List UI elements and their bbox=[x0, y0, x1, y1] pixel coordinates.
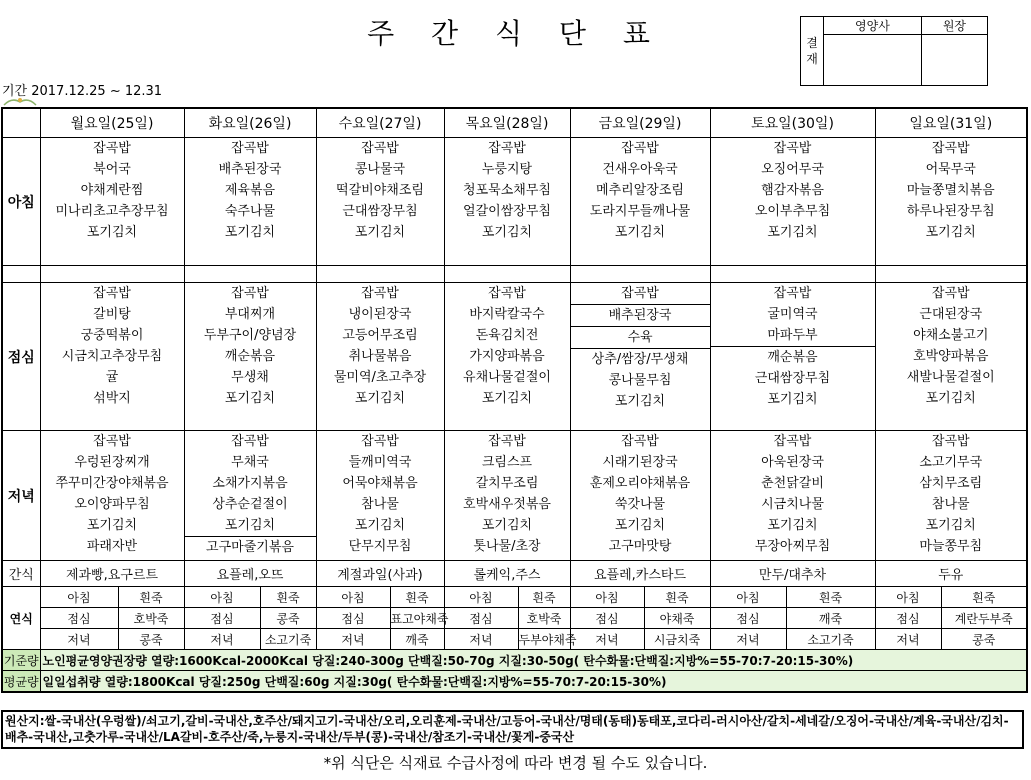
soft-meal: 점심 bbox=[444, 608, 518, 629]
menu-item: 포기김치 bbox=[925, 518, 976, 533]
average-row bbox=[2, 671, 1027, 693]
menu-item: 포기김치 bbox=[614, 518, 666, 533]
menu-item: 무생채 bbox=[231, 370, 269, 385]
soft-row bbox=[2, 629, 1027, 650]
menu-item: 고등어무조림 bbox=[342, 328, 418, 343]
origin-info: 원산지:쌀-국내산(우렁쌀)/쇠고기,갈비-국내산,호주산/돼지고기-국내산/오리,오리훈제-국내산/고등어-국내산/명태(동태)동태포,코다리-러시아산/갈치-세네갈/오징어-국내산/계육-국내산/김치-배추-국내산,고춧가루-국내산/LA갈비-호주산/죽,누룽지-국내산/두부(콩)-국내산/참조기-국내산/꽃게-중국산 bbox=[1, 710, 1024, 749]
snack-item: 만두/대추차 bbox=[710, 561, 875, 587]
menu-item: 콩나물국 bbox=[354, 162, 406, 177]
soft-item: 콩죽 bbox=[941, 629, 1027, 650]
soft-meal: 점심 bbox=[40, 608, 118, 629]
menu-item: 톳나물/초장 bbox=[473, 539, 541, 554]
menu-item: 참나물 bbox=[361, 497, 399, 512]
menu-item: 호박양파볶음 bbox=[913, 349, 989, 364]
menu-item: 냉이된장국 bbox=[348, 307, 412, 322]
menu-item: 잡곡밥 bbox=[93, 434, 131, 449]
soft-item: 야채죽 bbox=[644, 608, 710, 629]
menu-item: 포기김치 bbox=[614, 225, 666, 240]
menu-item: 미나리초고추장무침 bbox=[55, 204, 169, 219]
menu-item: 잡곡밥 bbox=[621, 141, 659, 156]
page-title: 주 간 식 단 표 bbox=[367, 17, 664, 50]
menu-item: 포기김치 bbox=[224, 518, 276, 533]
breakfast-row bbox=[2, 138, 1027, 266]
menu-item: 들깨미역국 bbox=[348, 455, 412, 470]
menu-item: 포기김치 bbox=[481, 518, 533, 533]
soft-item: 호박죽 bbox=[518, 608, 570, 629]
menu-item: 근대된장국 bbox=[919, 307, 983, 322]
menu-item: 마늘쫑멸치볶음 bbox=[906, 183, 995, 198]
menu-item: 잡곡밥 bbox=[93, 141, 131, 156]
menu-item: 깨순볶음 bbox=[711, 346, 875, 368]
average-text: 일일섭취량 열량:1800Kcal 당질:250g 단백질:60g 지질:30g( 탄수화물:단백질:지방%=55-70:7-20:15-30%) bbox=[40, 671, 1027, 693]
menu-item: 귤 bbox=[105, 370, 119, 385]
menu-item: 참나물 bbox=[931, 497, 970, 512]
day-header: 목요일(28일) bbox=[444, 108, 570, 138]
menu-item: 잡곡밥 bbox=[773, 434, 812, 449]
approval-director-sign[interactable] bbox=[921, 35, 987, 86]
standard-text: 노인평균영양권장량 열량:1600Kcal-2000Kcal 당질:240-300g 단백질:50-70g 지질:30-50g( 탄수화물:단백질:지방%=55-70:7-20:15-30%) bbox=[40, 650, 1027, 671]
menu-item: 콩나물무침 bbox=[608, 373, 672, 388]
menu-item: 고구마맛탕 bbox=[608, 539, 672, 554]
menu-item: 잡곡밥 bbox=[488, 434, 526, 449]
snack-item: 계절과일(사과) bbox=[316, 561, 444, 587]
soft-meal: 점심 bbox=[710, 608, 786, 629]
menu-item: 포기김치 bbox=[767, 518, 818, 533]
day-header: 화요일(26일) bbox=[184, 108, 316, 138]
menu-item: 섞박지 bbox=[93, 391, 131, 406]
soft-item: 콩죽 bbox=[260, 608, 316, 629]
soft-meal: 아침 bbox=[444, 587, 518, 608]
day-header: 토요일(30일) bbox=[710, 108, 875, 138]
spacer-row bbox=[2, 266, 1027, 283]
soft-meal: 저녁 bbox=[444, 629, 518, 650]
menu-item: 포기김치 bbox=[354, 225, 406, 240]
soft-row bbox=[2, 608, 1027, 629]
approval-dietitian-sign[interactable] bbox=[824, 35, 922, 86]
soft-item: 소고기죽 bbox=[786, 629, 875, 650]
standard-row bbox=[2, 650, 1027, 671]
menu-item: 잡곡밥 bbox=[621, 286, 659, 301]
menu-item: 포기김치 bbox=[86, 225, 138, 240]
menu-item: 단무지무침 bbox=[348, 539, 412, 554]
soft-meal: 아침 bbox=[570, 587, 644, 608]
menu-item: 호박새우젓볶음 bbox=[463, 497, 551, 512]
snack-item: 요플레,오뜨 bbox=[184, 561, 316, 587]
average-label: 평균량 bbox=[2, 671, 40, 693]
menu-item: 야채소불고기 bbox=[913, 328, 989, 343]
soft-item: 흰죽 bbox=[118, 587, 184, 608]
menu-item: 숙주나물 bbox=[224, 204, 276, 219]
corner-cell bbox=[2, 108, 40, 138]
menu-item: 누룽지탕 bbox=[481, 162, 533, 177]
soft-item: 흰죽 bbox=[644, 587, 710, 608]
snack-item: 제과빵,요구르트 bbox=[40, 561, 184, 587]
menu-item: 쭈꾸미간장야채볶음 bbox=[55, 476, 169, 491]
menu-item: 도라지무들깨나물 bbox=[589, 204, 691, 219]
day-header: 수요일(27일) bbox=[316, 108, 444, 138]
menu-item: 잡곡밥 bbox=[93, 286, 131, 301]
menu-item: 소고기무국 bbox=[919, 455, 983, 470]
day-header: 월요일(25일) bbox=[40, 108, 184, 138]
menu-item: 바지락칼국수 bbox=[469, 307, 545, 322]
menu-item: 무장아찌무침 bbox=[754, 539, 831, 554]
menu-item: 배추된장국 bbox=[218, 162, 282, 177]
soft-item: 표고야채죽 bbox=[390, 608, 444, 629]
soft-meal: 점심 bbox=[184, 608, 260, 629]
menu-item: 잡곡밥 bbox=[488, 141, 526, 156]
meal-label-snack: 간식 bbox=[2, 561, 40, 587]
menu-item: 떡갈비야채조림 bbox=[336, 183, 424, 198]
menu-item: 제육볶음 bbox=[224, 183, 276, 198]
menu-item: 마늘쫑무침 bbox=[919, 539, 983, 554]
menu-table bbox=[1, 107, 1028, 693]
menu-item: 잡곡밥 bbox=[361, 141, 399, 156]
soft-item: 흰죽 bbox=[941, 587, 1027, 608]
menu-item: 어묵야채볶음 bbox=[342, 476, 418, 491]
menu-item: 포기김치 bbox=[767, 392, 818, 407]
soft-meal: 아침 bbox=[875, 587, 941, 608]
meal-label-lunch: 점심 bbox=[2, 283, 40, 431]
menu-item: 포기김치 bbox=[481, 391, 533, 406]
menu-item: 근대쌈장무침 bbox=[342, 204, 418, 219]
menu-item: 야채계란찜 bbox=[80, 183, 144, 198]
menu-item: 포기김치 bbox=[354, 391, 406, 406]
menu-item: 오이부추무침 bbox=[754, 204, 831, 219]
menu-item: 새발나물겉절이 bbox=[906, 370, 995, 385]
menu-item: 잡곡밥 bbox=[931, 434, 970, 449]
menu-item: 무채국 bbox=[231, 455, 269, 470]
menu-item: 배추된장국 bbox=[571, 304, 710, 326]
menu-item: 부대찌개 bbox=[224, 307, 276, 322]
soft-item: 흰죽 bbox=[390, 587, 444, 608]
menu-item: 수육 bbox=[571, 326, 710, 348]
menu-item: 오징어무국 bbox=[761, 162, 824, 177]
soft-item: 시금치죽 bbox=[644, 629, 710, 650]
menu-item: 궁중떡볶이 bbox=[80, 328, 144, 343]
menu-item: 잡곡밥 bbox=[773, 286, 812, 301]
day-header-row bbox=[2, 108, 1027, 138]
menu-item: 시금치고추장무침 bbox=[61, 349, 163, 364]
meal-label-soft: 연식 bbox=[2, 587, 40, 650]
menu-item: 청포묵소채무침 bbox=[463, 183, 551, 198]
menu-item: 잡곡밥 bbox=[931, 141, 970, 156]
menu-item: 포기김치 bbox=[614, 394, 666, 409]
soft-item: 깨죽 bbox=[390, 629, 444, 650]
menu-item: 굴미역국 bbox=[767, 307, 818, 322]
menu-item: 춘천닭갈비 bbox=[761, 476, 824, 491]
menu-item: 깨순볶음 bbox=[224, 349, 276, 364]
soft-item: 두부야채죽 bbox=[518, 629, 570, 650]
menu-item: 파래자반 bbox=[86, 539, 138, 554]
menu-item: 근대쌈장무침 bbox=[754, 371, 831, 386]
menu-item: 하루나된장무침 bbox=[906, 204, 995, 219]
dinner-row bbox=[2, 431, 1027, 561]
menu-item: 포기김치 bbox=[224, 225, 276, 240]
menu-item: 갈비탕 bbox=[93, 307, 131, 322]
soft-meal: 아침 bbox=[184, 587, 260, 608]
menu-item: 상추순겉절이 bbox=[212, 497, 288, 512]
menu-item: 포기김치 bbox=[925, 391, 976, 406]
menu-item: 아욱된장국 bbox=[761, 455, 824, 470]
menu-item: 잡곡밥 bbox=[931, 286, 970, 301]
menu-item: 잡곡밥 bbox=[773, 141, 812, 156]
menu-item: 포기김치 bbox=[767, 225, 818, 240]
menu-item: 메추리알장조림 bbox=[596, 183, 684, 198]
lunch-row bbox=[2, 283, 1027, 431]
soft-item: 흰죽 bbox=[786, 587, 875, 608]
soft-item: 계란두부죽 bbox=[941, 608, 1027, 629]
menu-item: 포기김치 bbox=[354, 518, 406, 533]
meal-label-dinner: 저녁 bbox=[2, 431, 40, 561]
snack-item: 롤케익,주스 bbox=[444, 561, 570, 587]
soft-meal: 점심 bbox=[316, 608, 390, 629]
soft-item: 소고기죽 bbox=[260, 629, 316, 650]
soft-item: 흰죽 bbox=[260, 587, 316, 608]
soft-meal: 저녁 bbox=[40, 629, 118, 650]
menu-item: 시금치나물 bbox=[761, 497, 824, 512]
approval-box bbox=[800, 16, 988, 86]
menu-item: 오이양파무침 bbox=[74, 497, 150, 512]
menu-item: 시래기된장국 bbox=[602, 455, 678, 470]
soft-item: 깨죽 bbox=[786, 608, 875, 629]
approval-dietitian-header: 영양사 bbox=[824, 17, 922, 35]
snack-row bbox=[2, 561, 1027, 587]
soft-meal: 저녁 bbox=[184, 629, 260, 650]
menu-item: 유채나물겉절이 bbox=[463, 370, 551, 385]
menu-item: 어묵무국 bbox=[925, 162, 976, 177]
meal-label-breakfast: 아침 bbox=[2, 138, 40, 266]
menu-item: 포기김치 bbox=[86, 518, 138, 533]
menu-item: 얼갈이쌈장무침 bbox=[463, 204, 551, 219]
menu-item: 북어국 bbox=[93, 162, 131, 177]
soft-meal: 아침 bbox=[710, 587, 786, 608]
snack-item: 요플레,카스타드 bbox=[570, 561, 710, 587]
menu-item: 고구마줄기볶음 bbox=[185, 536, 316, 558]
soft-item: 흰죽 bbox=[518, 587, 570, 608]
approval-label: 결 재 bbox=[801, 17, 824, 86]
menu-item: 가지양파볶음 bbox=[469, 349, 545, 364]
menu-item: 잡곡밥 bbox=[361, 434, 399, 449]
menu-item: 잡곡밥 bbox=[361, 286, 399, 301]
soft-meal: 저녁 bbox=[710, 629, 786, 650]
menu-item: 건새우아욱국 bbox=[602, 162, 678, 177]
menu-item: 잡곡밥 bbox=[231, 141, 269, 156]
menu-item: 우렁된장찌개 bbox=[74, 455, 150, 470]
menu-item: 삼치무조림 bbox=[919, 476, 983, 491]
menu-item: 잡곡밥 bbox=[231, 434, 269, 449]
soft-meal: 저녁 bbox=[570, 629, 644, 650]
soft-meal: 저녁 bbox=[875, 629, 941, 650]
period-label: 기간 2017.12.25 ~ 12.31 bbox=[2, 84, 163, 99]
approval-director-header: 원장 bbox=[921, 17, 987, 35]
footnote: *위 식단은 식재료 수급사정에 따라 변경 될 수도 있습니다. bbox=[323, 754, 708, 772]
soft-meal: 아침 bbox=[40, 587, 118, 608]
soft-row bbox=[2, 587, 1027, 608]
menu-item: 포기김치 bbox=[925, 225, 976, 240]
soft-item: 콩죽 bbox=[118, 629, 184, 650]
menu-item: 포기김치 bbox=[481, 225, 533, 240]
menu-item: 크림스프 bbox=[481, 455, 533, 470]
menu-item: 잡곡밥 bbox=[488, 286, 526, 301]
menu-item: 상추/쌈장/무생채 bbox=[571, 348, 710, 370]
day-header: 일요일(31일) bbox=[875, 108, 1027, 138]
soft-meal: 저녁 bbox=[316, 629, 390, 650]
snack-item: 두유 bbox=[875, 561, 1027, 587]
menu-item: 소채가지볶음 bbox=[212, 476, 288, 491]
menu-item: 갈치무조림 bbox=[475, 476, 539, 491]
standard-label: 기준량 bbox=[2, 650, 40, 671]
menu-item: 돈육김치전 bbox=[475, 328, 539, 343]
day-header: 금요일(29일) bbox=[570, 108, 710, 138]
soft-item: 호박죽 bbox=[118, 608, 184, 629]
menu-item: 잡곡밥 bbox=[231, 286, 269, 301]
menu-item: 쑥갓나물 bbox=[614, 497, 666, 512]
menu-item: 취나물볶음 bbox=[348, 349, 412, 364]
menu-item: 햄감자볶음 bbox=[761, 183, 824, 198]
menu-item: 두부구이/양념장 bbox=[203, 328, 297, 343]
soft-meal: 아침 bbox=[316, 587, 390, 608]
menu-item: 물미역/초고추장 bbox=[333, 370, 427, 385]
menu-item: 훈제오리야채볶음 bbox=[589, 476, 691, 491]
soft-meal: 점심 bbox=[875, 608, 941, 629]
menu-item: 포기김치 bbox=[224, 391, 276, 406]
menu-item: 잡곡밥 bbox=[621, 434, 659, 449]
soft-meal: 점심 bbox=[570, 608, 644, 629]
menu-item: 마파두부 bbox=[767, 328, 818, 343]
